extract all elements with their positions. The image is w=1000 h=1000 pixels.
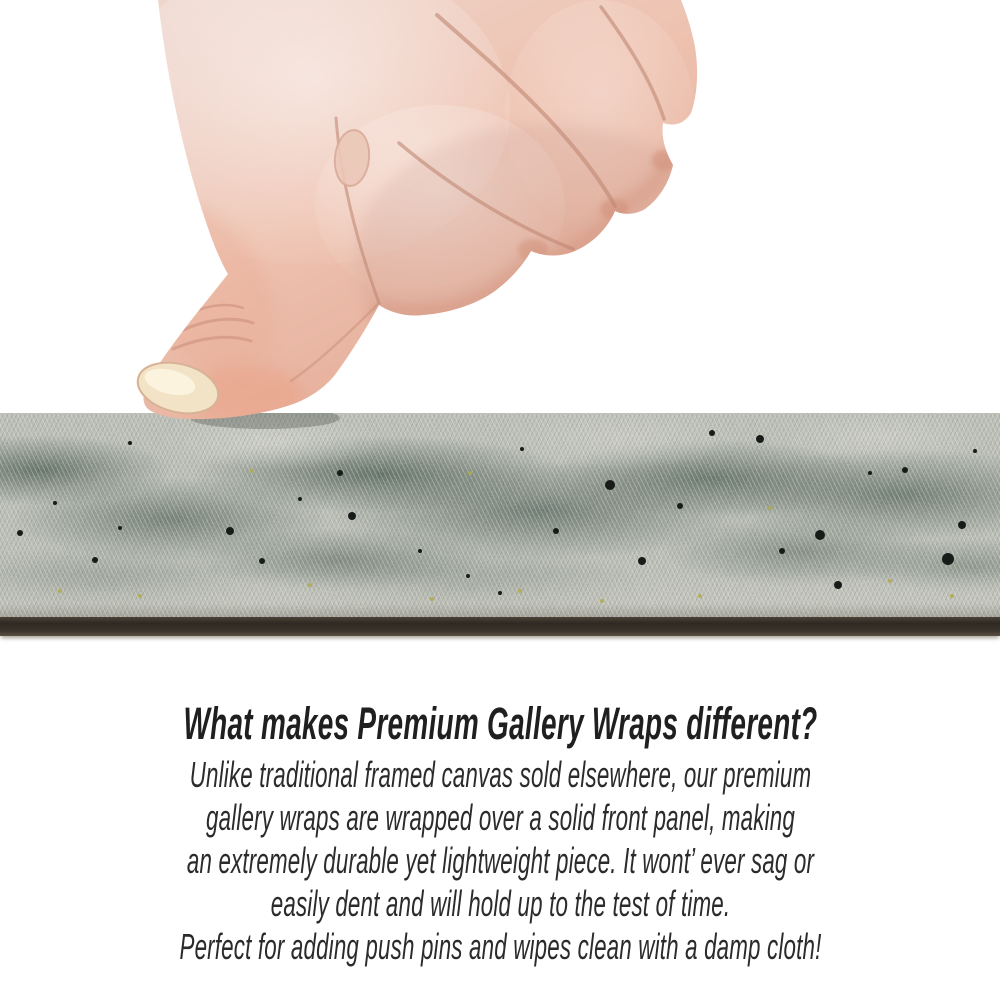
body-line-3: an extremely durable yet lightweight piece. It wont’ ever sag or (186, 840, 815, 881)
body-line-4: easily dent and will hold up to the test of time. (270, 883, 731, 924)
grain-light-layer (0, 413, 1000, 617)
body-line-1: Unlike traditional framed canvas sold elsewhere, our premium (189, 754, 812, 795)
gallery-wrap-description (0, 698, 1000, 968)
body-line-5: Perfect for adding push pins and wipes clean with a damp cloth! (179, 926, 822, 967)
hand-photo (0, 0, 1000, 432)
panel-dark-edge (0, 617, 1000, 636)
canvas-texture (0, 413, 1000, 617)
hand-shading (107, 0, 735, 422)
canvas-strip (0, 413, 1000, 645)
canvas-grain-speckles (0, 413, 1000, 617)
body-line-2: gallery wraps are wrapped over a solid front panel, making (206, 797, 795, 838)
page-title: What makes Premium Gallery Wraps different? (183, 698, 818, 749)
text-squeeze-wrapper (0, 698, 1000, 968)
